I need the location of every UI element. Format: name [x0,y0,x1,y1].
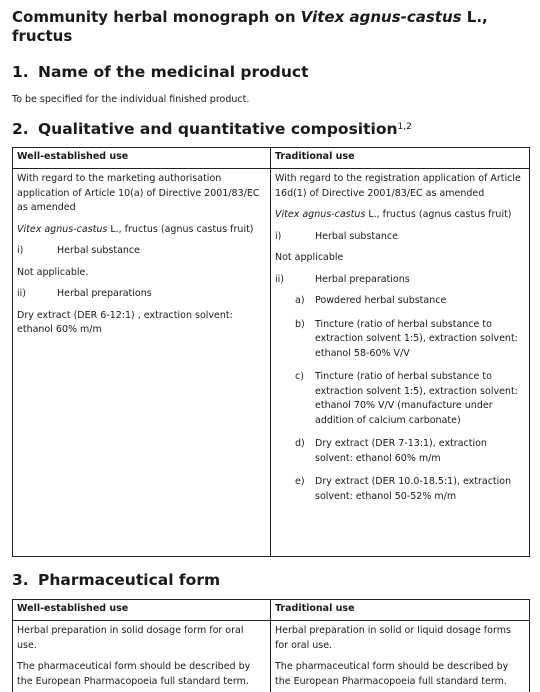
tu-item-i-label: Herbal substance [315,230,398,242]
tu-item-i [275,230,525,245]
tu-preparation-letter: a) [295,295,305,306]
tu-preparations-list [275,294,525,504]
wel-item-i-number: i) [17,245,24,256]
tu-item-i-number: i) [275,230,282,242]
tu-intro: With regard to the registration application of Article 16d(1) of Directive 2001/83/EC as amended [275,173,521,199]
wel-item-ii-value: Dry extract (DER 6-12:1) , extraction solvent: ethanol 60% m/m [17,309,233,335]
section-2-heading [12,119,530,139]
section-1-number: 1. [12,63,29,81]
document-title [12,8,530,46]
form-col-header-well-established: Well-established use [13,600,271,621]
composition-well-established-cell [13,169,271,557]
section-3-number: 3. [12,571,29,589]
tu-preparation-text: Tincture (ratio of herbal substance to extraction solvent 1:5), extraction solvent: ethanol 58-60% V/V [315,318,518,359]
tu-preparation-item [295,475,525,504]
tu-item-ii-label: Herbal preparations [315,273,410,285]
section-1-title: Name of the medicinal product [38,63,309,81]
tu-preparation-letter: b) [295,318,305,330]
composition-traditional-cell [271,169,530,557]
tu-item-ii [275,273,525,288]
tu-preparation-letter: d) [295,438,305,449]
form-traditional-cell [271,621,530,692]
composition-table [12,147,530,557]
section-1-text: To be specified for the individual finished product. [12,94,250,105]
form-wel-p1: Herbal preparation in solid dosage form for oral use. [17,625,244,651]
tu-item-ii-number: ii) [275,273,284,285]
title-suffix: L., fructus [12,8,488,45]
form-tu-p2: The pharmaceutical form should be described by the European Pharmacopoeia full standard term. [275,661,509,687]
tu-preparation-item [295,318,525,362]
section-2-title: Qualitative and quantitative composition [38,120,398,138]
tu-species [275,208,525,223]
wel-item-ii-number: ii) [17,288,26,299]
composition-body-row [13,169,530,557]
tu-species-rest: L., fructus (agnus castus fruit) [365,209,512,220]
tu-preparation-letter: c) [295,371,304,382]
tu-item-i-value: Not applicable [275,252,344,263]
tu-preparation-letter: e) [295,476,305,487]
tu-preparation-text: Tincture (ratio of herbal substance to extraction solvent 1:5), extraction solvent: ethanol 70% V/V (manufacture under addition of calcium carbonate) [315,371,518,426]
wel-species-italic: Vitex agnus-castus [17,223,108,235]
form-body-row [13,621,530,692]
tu-preparation-text: Dry extract (DER 7-13:1), extraction solvent: ethanol 60% m/m [315,438,487,464]
monograph-page [12,6,530,692]
tu-preparation-text: Dry extract (DER 10.0-18.5:1), extraction solvent: ethanol 50-52% m/m [315,476,512,502]
section-1-heading [12,62,530,82]
pharmaceutical-form-table [12,599,530,692]
wel-item-ii-label: Herbal preparations [57,288,152,299]
section-3-heading [12,570,530,590]
tu-preparation-item [295,370,525,428]
form-wel-p2: The pharmaceutical form should be described by the European Pharmacopoeia full standard term. [17,661,251,687]
wel-intro: With regard to the marketing authorisation application of Article 10(a) of Directive 2001/83/EC as amended [17,173,260,213]
form-header-row [13,600,530,621]
footnote-ref: 1,2 [397,122,412,132]
wel-item-i [17,244,266,259]
tu-species-italic: Vitex agnus-castus [275,209,366,220]
wel-item-i-label: Herbal substance [57,245,140,256]
section-2-number: 2. [12,120,29,138]
form-col-header-traditional: Traditional use [271,600,530,621]
tu-preparation-item [295,294,525,309]
wel-item-i-value: Not applicable. [17,266,89,278]
tu-preparation-item [295,437,525,466]
section-3-title: Pharmaceutical form [38,571,221,589]
wel-item-ii [17,287,266,302]
wel-species [17,223,266,238]
form-tu-p1: Herbal preparation in solid or liquid dosage forms for oral use. [275,625,511,651]
tu-preparation-text: Powdered herbal substance [315,295,447,306]
title-species: Vitex agnus-castus [300,8,462,26]
form-well-established-cell [13,621,271,692]
col-header-traditional: Traditional use [271,148,530,169]
composition-header-row [13,148,530,169]
wel-species-rest: L., fructus (agnus castus fruit) [107,223,254,235]
title-prefix: Community herbal monograph on [12,8,301,26]
col-header-well-established: Well-established use [13,148,271,169]
